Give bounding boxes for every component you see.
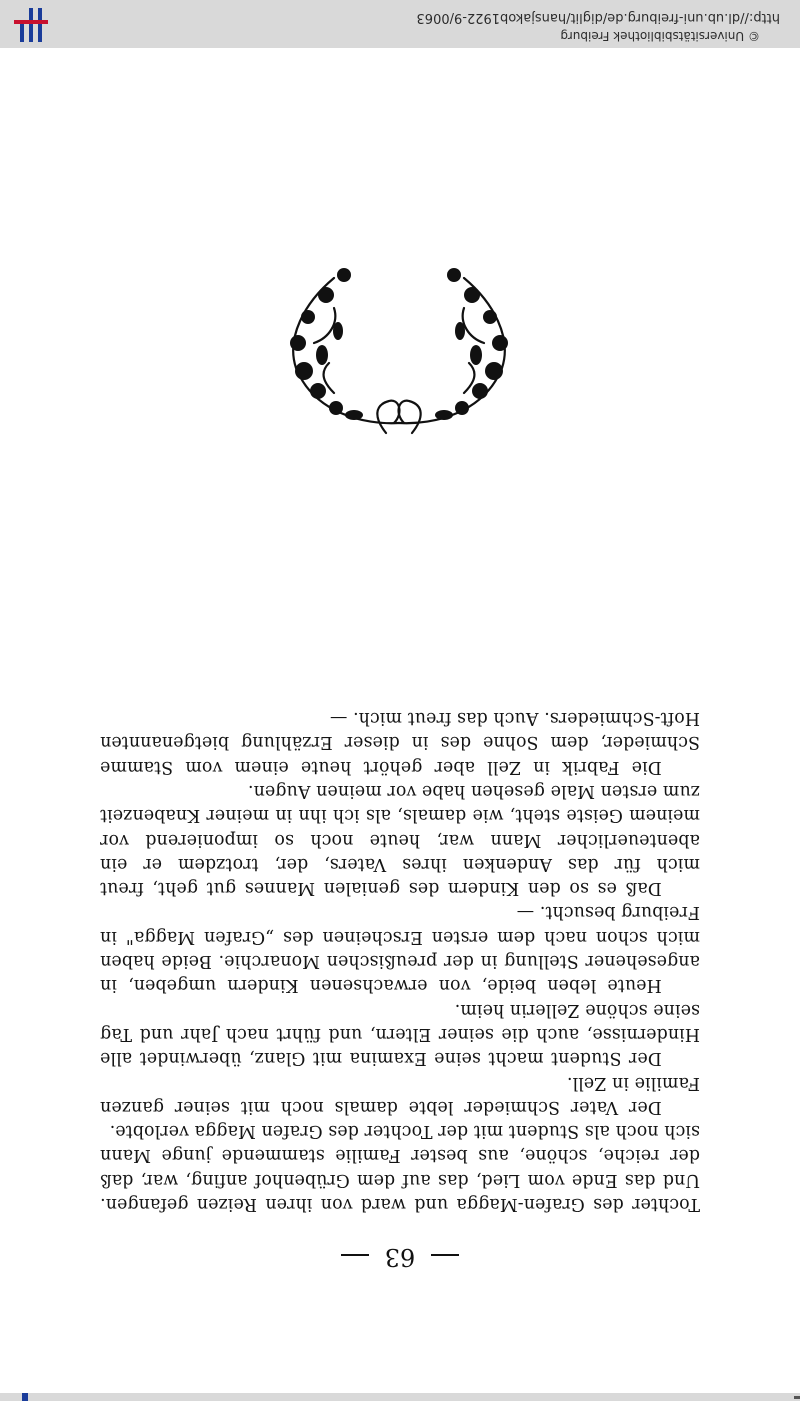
- page-number-text: 63: [384, 1243, 416, 1271]
- copyright-text: © Universitätsbibliothek Freiburg: [560, 29, 760, 43]
- strip-mark-icon: [794, 1396, 800, 1399]
- page-number-dash-right: [341, 1255, 369, 1257]
- paragraph-6: Die Fabrik in Zell aber gehört heute einem vom Stamme Schmieder, dem Sohne des in dieser Erzählung bietgenannten Hoft-Schmieders. Auch das freut mich. —: [100, 708, 700, 777]
- paragraph-1: Tochter des Grafen-Magga und ward von ihren Reizen gefangen. Und das Ende vom Lied, das auf dem Grübenhof anfing, war, daß der reiche, schöne, aus bester Familie stammende junge Mann sich noch als Student mit der Tochter des Grafen Magga verlobte.: [100, 1121, 700, 1214]
- paragraph-2: Der Vater Schmieder lebte damals noch mit seiner ganzen Familie in Zell.: [100, 1072, 700, 1117]
- paragraph-3: Der Student macht seine Examina mit Glanz, überwindet alle Hindernisse, auch die seiner Eltern, und führt nach Jahr und Tag seine schöne Zellerin heim.: [100, 999, 700, 1069]
- viewer-footer-bar: [0, 0, 800, 48]
- text-body: [100, 706, 700, 1216]
- strip-logo-mark-icon: [22, 1393, 28, 1401]
- page-number: [0, 1243, 800, 1271]
- floral-wreath-ornament-icon: [274, 263, 524, 463]
- university-library-logo-icon: [14, 6, 48, 44]
- permalink-url[interactable]: http://dl.ub.uni-freiburg.de/diglit/hansjakob1922-9/0063: [416, 10, 780, 25]
- paragraph-5: Daß es so den Kindern des genialen Mannes gut geht, freut mich für das Andenken ihres Vaters, der, trotzdem er ein abenteuerlicher Mann war, heute noch so imponierend vor meinem Geiste steht, wie damals, als ich ihn in meiner Knabenzeit zum ersten Male gesehen habe vor meinen Augen.: [100, 780, 700, 899]
- paragraph-4: Heute leben beide, von erwachsenen Kindern umgeben, in angesehener Stellung in der preußischen Monarchie. Beide haben mich schon nach dem ersten Erscheinen des „Grafen Magga" in Freiburg besucht. —: [100, 902, 700, 996]
- top-toolbar-strip: [0, 1393, 800, 1401]
- page-number-dash-left: [431, 1255, 459, 1257]
